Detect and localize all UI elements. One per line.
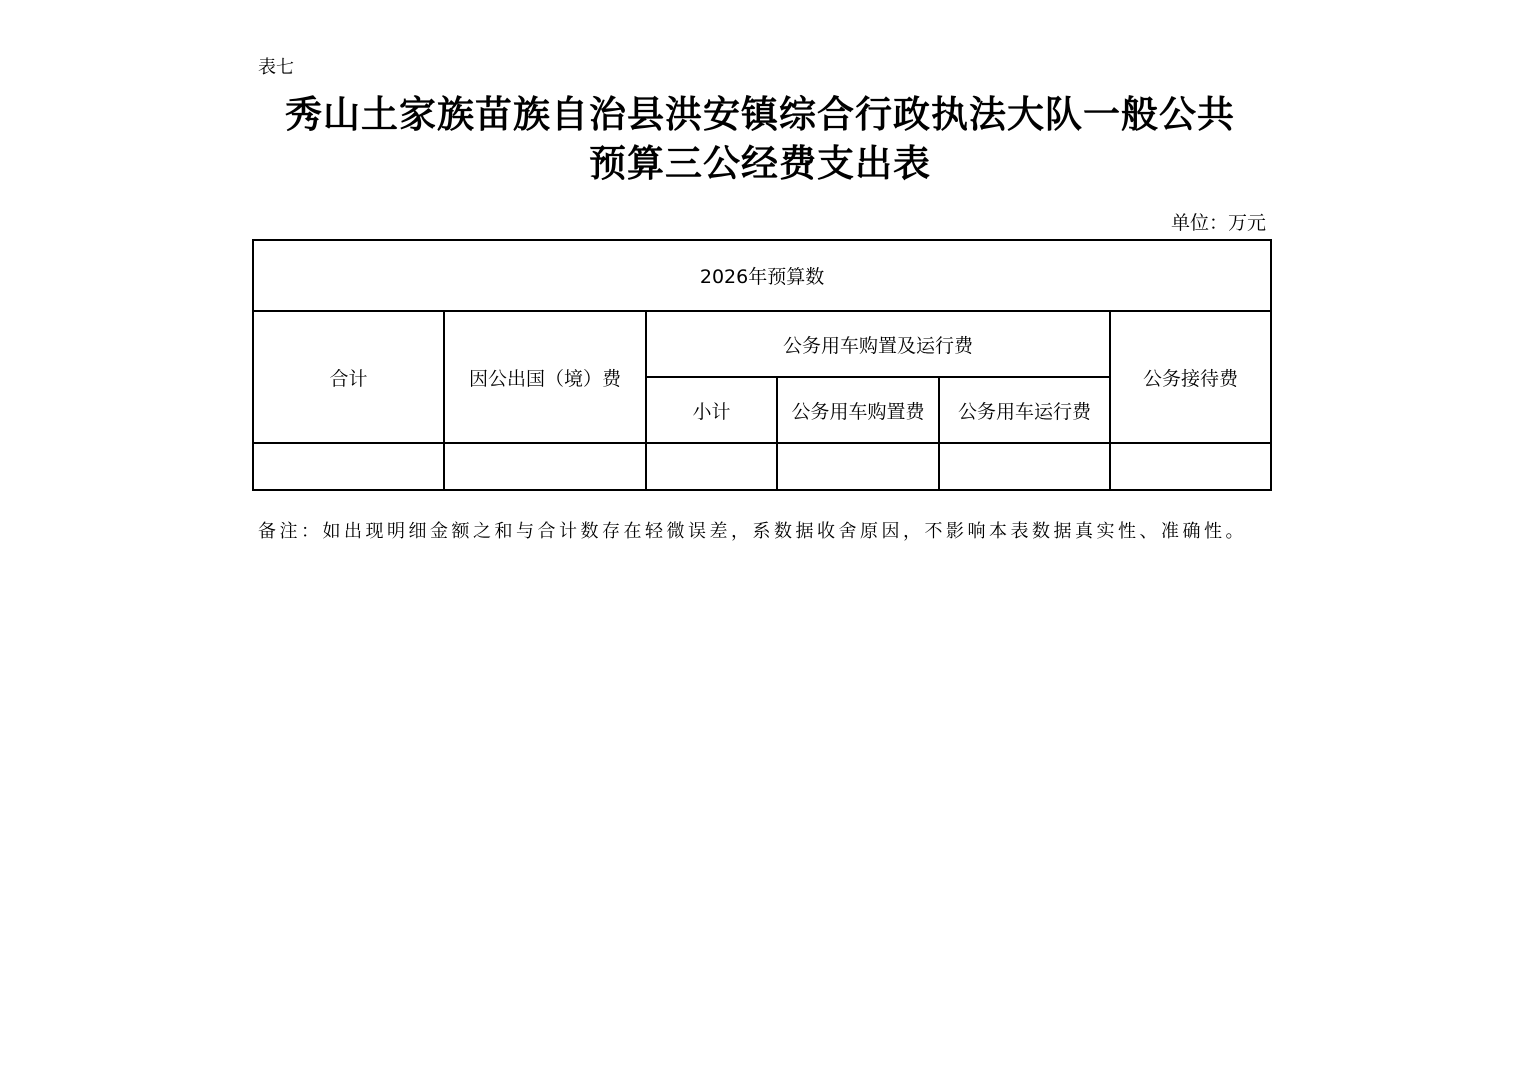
header-overseas: 因公出国（境）费 bbox=[444, 311, 646, 443]
unit-label: 单位：万元 bbox=[1170, 212, 1266, 234]
header-vehicle-purchase: 公务用车购置费 bbox=[777, 377, 939, 443]
header-vehicle-subtotal: 小计 bbox=[646, 377, 777, 443]
page-title-line-1: 秀山土家族苗族自治县洪安镇综合行政执法大队一般公共 bbox=[285, 92, 1235, 136]
cell-vehicle-subtotal bbox=[646, 443, 777, 490]
year-header-cell: 2026年预算数 bbox=[253, 240, 1271, 311]
table-year-header-row bbox=[253, 240, 1271, 311]
header-total: 合计 bbox=[253, 311, 444, 443]
header-vehicle-operation: 公务用车运行费 bbox=[939, 377, 1110, 443]
cell-total bbox=[253, 443, 444, 490]
table-number: 表七 bbox=[258, 57, 294, 78]
table-row bbox=[253, 443, 1271, 490]
budget-table bbox=[252, 239, 1272, 491]
footnote: 备注：如出现明细金额之和与合计数存在轻微误差，系数据收舍原因，不影响本表数据真实性、准确性。 bbox=[258, 521, 1247, 542]
header-reception: 公务接待费 bbox=[1110, 311, 1271, 443]
page-title bbox=[250, 90, 1270, 188]
table-header-row-1 bbox=[253, 311, 1271, 377]
cell-reception bbox=[1110, 443, 1271, 490]
cell-vehicle-purchase bbox=[777, 443, 939, 490]
cell-vehicle-operation bbox=[939, 443, 1110, 490]
page-title-line-2: 预算三公经费支出表 bbox=[589, 141, 931, 185]
header-vehicle-group: 公务用车购置及运行费 bbox=[646, 311, 1110, 377]
cell-overseas bbox=[444, 443, 646, 490]
